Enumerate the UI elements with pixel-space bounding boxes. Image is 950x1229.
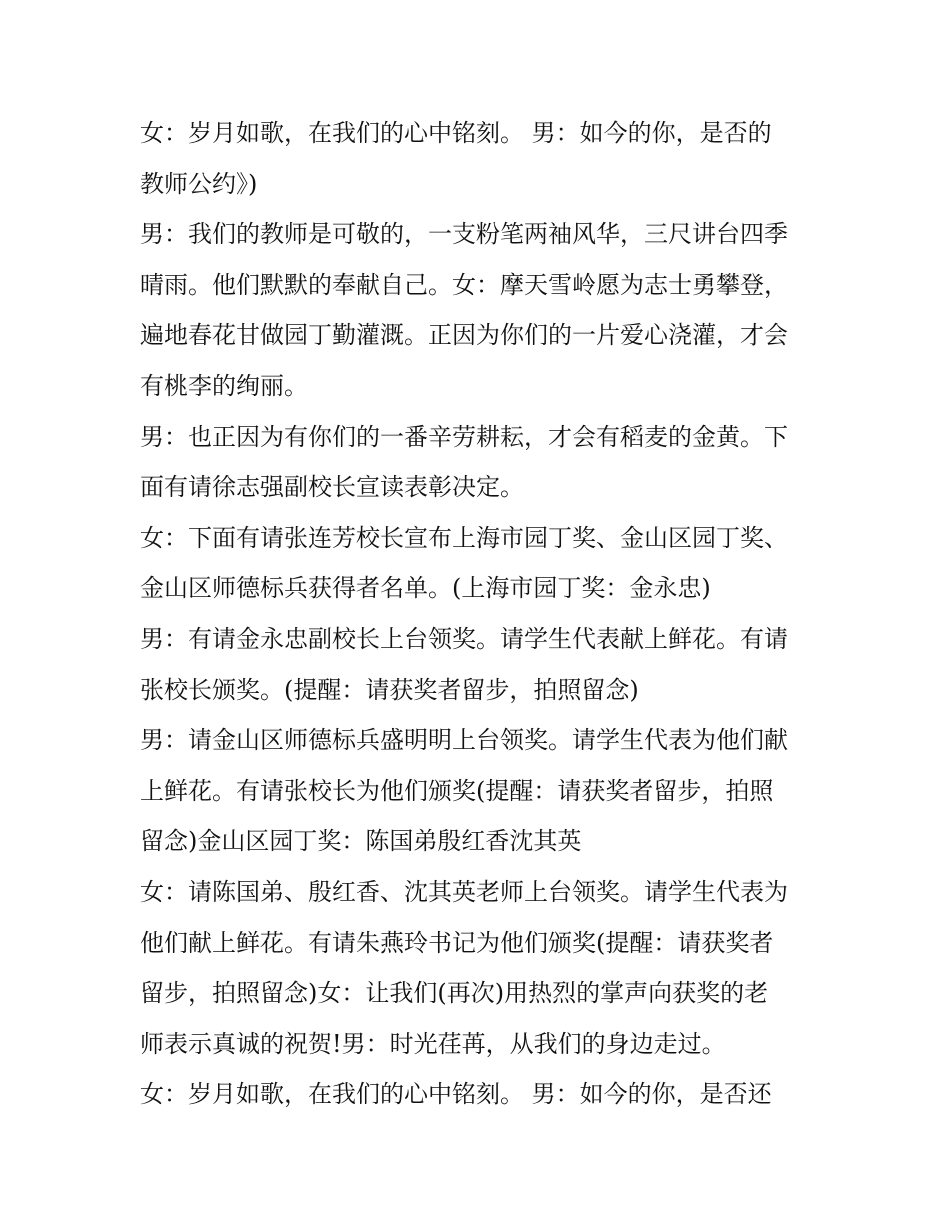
- text-line: 教师公约》): [140, 169, 258, 198]
- text-line: 遍地春花甘做园丁勤灌溉。正因为你们的一片爱心浇灌，才会: [140, 321, 788, 350]
- text-line: 男：请金山区师德标兵盛明明上台领奖。请学生代表为他们献: [140, 726, 788, 755]
- body-text: [140, 108, 830, 1120]
- text-line: 晴雨。他们默默的奉献自己。女：摩天雪岭愿为志士勇攀登，: [140, 270, 788, 299]
- text-line: 男：我们的教师是可敬的，一支粉笔两袖风华，三尺讲台四季: [140, 220, 788, 249]
- text-line: 张校长颁奖。(提醒：请获奖者留步，拍照留念): [140, 675, 639, 704]
- text-line: 有桃李的绚丽。: [140, 371, 308, 400]
- text-line: 他们献上鲜花。有请朱燕玲书记为他们颁奖(提醒：请获奖者: [140, 928, 774, 957]
- text-line: 金山区师德标兵获得者名单。(上海市园丁奖：金永忠): [140, 574, 711, 603]
- text-line: 男：也正因为有你们的一番辛劳耕耘，才会有稻麦的金黄。下: [140, 422, 788, 451]
- text-line: 留步，拍照留念)女：让我们(再次)用热烈的掌声向获奖的老: [140, 979, 769, 1008]
- text-line: 男：有请金永忠副校长上台领奖。请学生代表献上鲜花。有请: [140, 624, 788, 653]
- text-line: 师表示真诚的祝贺!男：时光荏苒，从我们的身边走过。: [140, 1029, 726, 1058]
- text-line: 女：岁月如歌，在我们的心中铭刻。 男：如今的你，是否的: [140, 119, 772, 147]
- text-line: 女：岁月如歌，在我们的心中铭刻。 男：如今的你，是否还: [140, 1080, 772, 1109]
- text-line: 女：下面有请张连芳校长宣布上海市园丁奖、金山区园丁奖、: [140, 523, 788, 552]
- text-line: 留念)金山区园丁奖：陈国弟殷红香沈其英: [140, 827, 582, 856]
- text-line: 上鲜花。有请张校长为他们颁奖(提醒：请获奖者留步，拍照: [140, 776, 774, 805]
- text-line: 面有请徐志强副校长宣读表彰决定。: [140, 473, 524, 502]
- text-line: 女：请陈国弟、殷红香、沈其英老师上台领奖。请学生代表为: [140, 877, 788, 906]
